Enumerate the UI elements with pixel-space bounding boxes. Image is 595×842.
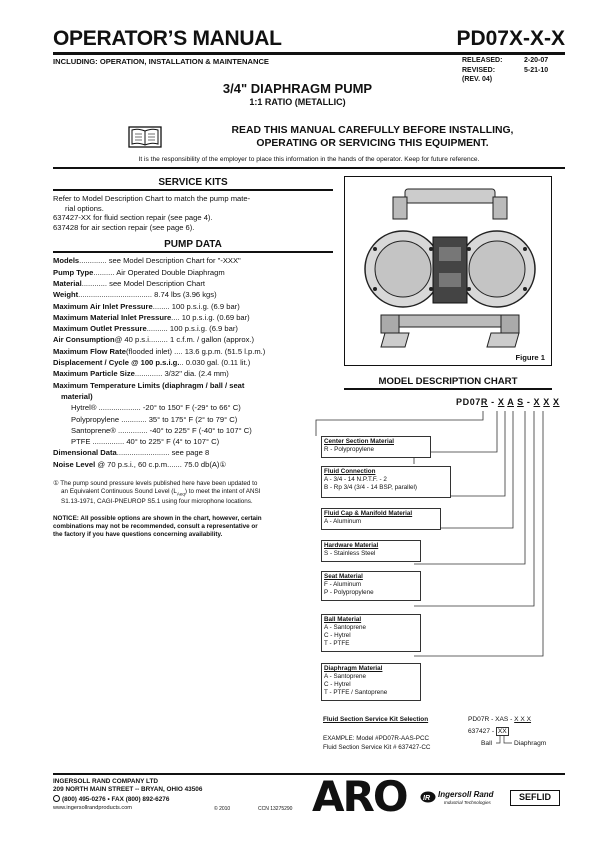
company-name: INGERSOLL RAND COMPANY LTD bbox=[53, 778, 158, 785]
left-column bbox=[53, 176, 333, 539]
service-kits-line: 637427-XX for fluid section repair (see page 4). bbox=[53, 213, 213, 223]
temp-heading: Maximum Temperature Limits (diaphragm / ball / seat bbox=[53, 380, 245, 390]
dimensional-row: Dimensional Data......................... see page 8 bbox=[53, 448, 210, 458]
company-phone: (800) 495-0276 • FAX (800) 892-6276 bbox=[53, 795, 202, 804]
fluid-cap-box: Fluid Cap & Manifold Material A - Aluminum bbox=[321, 508, 441, 530]
read-warning-line2: OPERATING OR SERVICING THIS EQUIPMENT. bbox=[256, 137, 489, 149]
responsibility-note: It is the responsibility of the employer to place this information in the hands of the operator. Keep for future reference. bbox=[138, 156, 480, 163]
kit-model-code: PD07R - XAS - X X X bbox=[468, 716, 532, 723]
temp-row: Santoprene® .............. -40° to 225° F (-40° to 107° C) bbox=[71, 425, 252, 435]
options-notice bbox=[53, 515, 333, 539]
footnote-line: S1.13-1971, CAGI-PNEUROP S5.1 using four microphone locations. bbox=[61, 498, 253, 506]
company-web[interactable]: www.ingersollrandproducts.com bbox=[53, 805, 132, 812]
product-ratio: 1:1 RATIO (METALLIC) bbox=[249, 97, 346, 107]
pump-data-row: Air Consumption@ 40 p.s.i......... 1 c.f.m. / gallon (approx.) bbox=[53, 335, 255, 345]
service-kits-line: 637428 for air section repair (see page 6). bbox=[53, 222, 195, 232]
kit-diaphragm-label: Diaphragm bbox=[514, 740, 547, 747]
notice-rule bbox=[53, 167, 565, 169]
revision: (REV. 04) bbox=[462, 76, 493, 83]
header-rule bbox=[53, 52, 565, 55]
manual-book-icon bbox=[128, 125, 162, 149]
ingersoll-rand-name: Ingersoll Rand bbox=[438, 790, 494, 799]
pump-data-row: Maximum Air Inlet Pressure........ 100 p.s.i.g. (6.9 bar) bbox=[53, 301, 240, 311]
svg-text:IR: IR bbox=[423, 795, 430, 802]
released-value: 2-20-07 bbox=[524, 57, 549, 64]
model-chart bbox=[344, 375, 552, 390]
pump-data-row: Material............ see Model Description Chart bbox=[53, 278, 205, 288]
pump-data-row: Maximum Material Inlet Pressure.... 10 p.s.i.g. (0.69 bar) bbox=[53, 312, 250, 322]
service-kits-line: Refer to Model Description Chart to match the pump mate- bbox=[53, 194, 251, 203]
hardware-box: Hardware Material S - Stainless Steel bbox=[321, 540, 421, 562]
temp-table bbox=[53, 403, 333, 448]
notice-line: the factory if you have questions concerning availability. bbox=[53, 531, 223, 539]
company-address: 209 NORTH MAIN STREET -- BRYAN, OHIO 43506 bbox=[53, 786, 203, 794]
pump-data-row: Weight................................... 8.74 lbs (3.96 kgs) bbox=[53, 290, 217, 300]
revised-value: 5-21-10 bbox=[524, 66, 549, 74]
figure-caption: Figure 1 bbox=[515, 353, 545, 362]
phone-icon bbox=[53, 795, 60, 802]
read-manual-warning bbox=[200, 125, 545, 150]
diaphragm-box: Diaphragm Material A - Santoprene C - Hytrel T - PTFE / Santoprene bbox=[321, 663, 421, 701]
notice-line: combinations may not be recommended, consult a representative or bbox=[53, 523, 258, 531]
product-name: 3/4" DIAPHRAGM PUMP bbox=[222, 81, 373, 96]
aro-logo: ARO bbox=[312, 772, 407, 821]
pump-data-row: Maximum Flow Rate(flooded inlet) .... 13.6 g.p.m. (51.5 l.p.m.) bbox=[53, 346, 266, 356]
pump-figure bbox=[344, 176, 552, 366]
service-kits-heading: SERVICE KITS bbox=[53, 176, 333, 191]
ingersoll-rand-icon bbox=[420, 790, 436, 802]
sound-footnote bbox=[53, 480, 333, 506]
center-section-box: Center Section Material R - Polypropylene bbox=[321, 436, 431, 458]
footer-company-info bbox=[53, 778, 202, 813]
seflid-badge: SEFLID bbox=[510, 790, 560, 806]
pump-data-row: Maximum Outlet Pressure.......... 100 p.s.i.g. (6.9 bar) bbox=[53, 324, 238, 334]
kit-selection-title: Fluid Section Service Kit Selection bbox=[323, 716, 429, 723]
revised-label: REVISED: bbox=[462, 66, 496, 74]
pump-data-row: Maximum Particle Size............. 3/32" dia. (2.4 mm) bbox=[53, 369, 229, 379]
model-chart-heading: MODEL DESCRIPTION CHART bbox=[344, 375, 552, 390]
noise-row: Noise Level @ 70 p.s.i., 60 c.p.m....... 75.0 db(A)① bbox=[53, 459, 227, 469]
kit-example bbox=[323, 735, 430, 752]
pump-data-row: Models............. see Model Description Chart for "-XXX" bbox=[53, 256, 241, 266]
manual-title: OPERATOR’S MANUAL bbox=[53, 27, 282, 50]
footnote-line: ① The pump sound pressure levels published here have been updated to bbox=[53, 480, 258, 488]
ingersoll-rand-sub: Industrial Technologies bbox=[444, 800, 491, 805]
read-warning-line1: READ THIS MANUAL CAREFULLY BEFORE INSTALLING, bbox=[231, 125, 514, 136]
ball-box: Ball Material A - Santoprene C - Hytrel T - PTFE bbox=[321, 614, 421, 652]
seat-box: Seat Material F - Aluminum P - Polypropylene bbox=[321, 571, 421, 601]
copyright: © 2010 bbox=[214, 806, 231, 812]
service-kits-text bbox=[53, 194, 333, 232]
footnote-line: an Equivalent Continuous Sound Level $(L_{Aeq})$ to meet the intent of ANSI bbox=[61, 488, 261, 497]
footer-rule bbox=[53, 773, 565, 775]
model-number: PD07X-X-X bbox=[456, 27, 565, 50]
kit-example-line: Fluid Section Service Kit # 637427-CC bbox=[323, 743, 431, 751]
pump-illustration bbox=[345, 177, 551, 365]
pump-data-row: Pump Type.......... Air Operated Double Diaphragm bbox=[53, 267, 225, 277]
kit-ball-label: Ball bbox=[481, 740, 492, 747]
temp-row: Polypropylene ............ 35° to 175° F (2° to 79° C) bbox=[71, 414, 238, 424]
kit-code: 637427 - XX bbox=[468, 728, 507, 735]
temp-row: Hytrel® .................... -20° to 150° F (-29° to 66° C) bbox=[71, 403, 241, 413]
fluid-connection-box: Fluid Connection A - 3/4 - 14 N.P.T.F. - 2 B - Rp 3/4 (3/4 - 14 BSP, parallel) bbox=[321, 466, 451, 498]
kit-example-line: EXAMPLE: Model #PD07R-AAS-PCC bbox=[323, 735, 430, 742]
temp-row: PTFE ............... 40° to 225° F (4° to 107° C) bbox=[71, 437, 220, 447]
manual-subtitle: INCLUDING: OPERATION, INSTALLATION & MAINTENANCE bbox=[53, 57, 269, 66]
pump-data-row: Displacement / Cycle @ 100 p.s.i.g... 0.030 gal. (0.11 lit.) bbox=[53, 358, 251, 368]
pump-data-table bbox=[53, 256, 333, 380]
model-code: PD07R - X A S - X X X bbox=[456, 397, 560, 407]
notice-line: NOTICE: All possible options are shown in the chart, however, certain bbox=[53, 515, 262, 523]
released-label: RELEASED: bbox=[462, 57, 503, 64]
pump-data-heading: PUMP DATA bbox=[53, 238, 333, 253]
temp-heading-cont: material) bbox=[61, 391, 93, 401]
ccn-number: CCN 13275290 bbox=[258, 806, 293, 812]
service-kits-line: rial options. bbox=[65, 203, 104, 213]
